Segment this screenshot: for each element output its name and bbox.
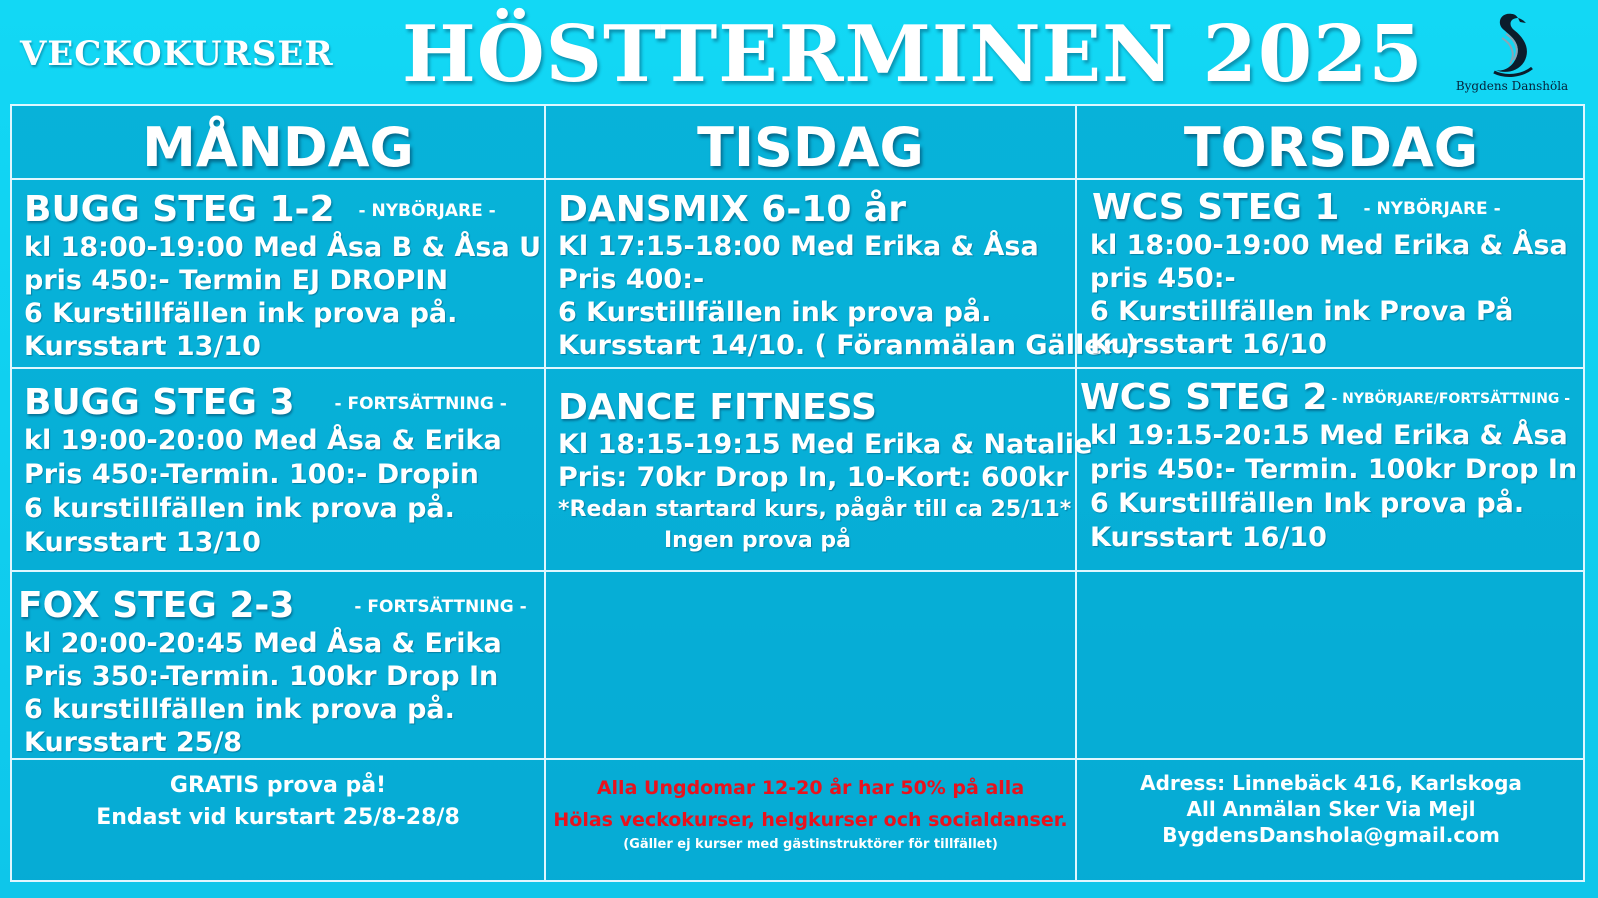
- course-line: Kursstart 25/8: [24, 727, 243, 758]
- course-line: kl 19:15-20:15 Med Erika & Åsa: [1090, 420, 1568, 451]
- course-line: Kl 18:15-19:15 Med Erika & Natalie: [558, 429, 1093, 460]
- course-title: BUGG STEG 3 - FORTSÄTTNING -: [24, 382, 507, 423]
- footer-note: (Gäller ej kurser med gästinstruktörer för tillfället): [623, 837, 998, 852]
- course-line: kl 18:00-19:00 Med Åsa B & Åsa U: [24, 232, 542, 263]
- level-tag: - NYBÖRJARE/FORTSÄTTNING -: [1331, 391, 1571, 407]
- footer-registration: All Anmälan Sker Via Mejl: [1186, 797, 1476, 821]
- course-line: 6 Kurstillfällen ink Prova På: [1090, 296, 1514, 327]
- logo: [1442, 10, 1582, 102]
- course-line: 6 Kurstillfällen ink prova på.: [558, 297, 992, 328]
- course-title: WCS STEG 1 - NYBÖRJARE -: [1092, 187, 1501, 228]
- course-bugg-steg-3: [24, 383, 507, 560]
- header: [0, 0, 1598, 104]
- schedule-grid: [10, 104, 1585, 882]
- course-title: BUGG STEG 1-2 - NYBÖRJARE -: [24, 189, 496, 230]
- course-bugg-steg-1-2: [24, 190, 541, 363]
- course-line: 6 kurstillfällen ink prova på.: [24, 493, 455, 524]
- course-line: kl 18:00-19:00 Med Erika & Åsa: [1090, 230, 1568, 261]
- day-header-thursday: TORSDAG: [1183, 116, 1479, 179]
- course-line: Pris: 70kr Drop In, 10-Kort: 600kr: [558, 462, 1069, 493]
- swan-logo-icon: [1482, 10, 1542, 82]
- course-line: pris 450:- Termin EJ DROPIN: [24, 265, 449, 296]
- course-line: Kursstart 16/10: [1090, 522, 1327, 553]
- footer-line: Alla Ungdomar 12-20 år har 50% på alla: [596, 777, 1025, 799]
- row-divider: [12, 570, 1583, 572]
- column-divider: [544, 106, 546, 880]
- course-title: DANCE FITNESS: [558, 387, 877, 428]
- course-line: Kl 17:15-18:00 Med Erika & Åsa: [558, 231, 1039, 262]
- logo-text: Bygdens Danshöla: [1455, 79, 1569, 93]
- course-dance-fitness: [558, 388, 1092, 556]
- course-line: Kursstart 13/10: [24, 331, 261, 362]
- course-line: Pris 450:-Termin. 100:- Dropin: [24, 459, 479, 490]
- level-tag: - NYBÖRJARE -: [1363, 199, 1501, 219]
- level-tag: - FORTSÄTTNING -: [354, 597, 527, 617]
- course-wcs-steg-1: [1090, 188, 1568, 361]
- level-tag: - NYBÖRJARE -: [358, 201, 496, 221]
- course-line: Kursstart 13/10: [24, 527, 261, 558]
- course-dansmix: [558, 190, 1138, 362]
- course-line: Kursstart 14/10. ( Föranmälan Gäller ): [558, 330, 1138, 361]
- footer-line: Hölas veckokurser, helgkurser och socialdanser.: [553, 809, 1068, 831]
- footer-line: Endast vid kurstart 25/8-28/8: [96, 805, 460, 830]
- footer-address: Adress: Linnebäck 416, Karlskoga: [1140, 771, 1522, 795]
- course-line: Ingen prova på: [664, 528, 851, 553]
- footer-contact: [1077, 770, 1585, 848]
- course-line: 6 Kurstillfällen ink prova på.: [24, 298, 458, 329]
- course-title: FOX STEG 2-3 - FORTSÄTTNING -: [18, 585, 527, 626]
- course-line: 6 kurstillfällen ink prova på.: [24, 694, 455, 725]
- footer-free-trial: [12, 770, 544, 834]
- footer-email[interactable]: BygdensDanshola@gmail.com: [1162, 823, 1500, 847]
- course-title: DANSMIX 6-10 år: [558, 189, 906, 230]
- course-line: Kursstart 16/10: [1090, 329, 1327, 360]
- day-header-monday: MÅNDAG: [142, 116, 414, 179]
- course-line: Pris 350:-Termin. 100kr Drop In: [24, 661, 499, 692]
- row-divider: [12, 367, 1583, 369]
- course-fox-steg-2-3: [18, 586, 527, 759]
- course-line: kl 20:00-20:45 Med Åsa & Erika: [24, 628, 502, 659]
- course-line: Pris 400:-: [558, 264, 705, 295]
- course-line: pris 450:-: [1090, 263, 1236, 294]
- level-tag: - FORTSÄTTNING -: [334, 394, 507, 414]
- course-line: kl 19:00-20:00 Med Åsa & Erika: [24, 425, 502, 456]
- course-line: *Redan startard kurs, pågår till ca 25/11*: [558, 497, 1072, 522]
- header-kicker: VECKOKURSER: [20, 34, 334, 74]
- footer-youth-discount: [546, 772, 1075, 854]
- footer-line: GRATIS prova på!: [169, 773, 387, 798]
- day-header-tuesday: TISDAG: [697, 116, 924, 179]
- course-line: 6 Kurstillfällen Ink prova på.: [1090, 488, 1525, 519]
- course-wcs-steg-2: [1080, 378, 1577, 555]
- page-title: HÖSTTERMINEN 2025: [402, 9, 1424, 100]
- course-line: pris 450:- Termin. 100kr Drop In: [1090, 454, 1578, 485]
- course-title: WCS STEG 2 - NYBÖRJARE/FORTSÄTTNING -: [1080, 377, 1571, 418]
